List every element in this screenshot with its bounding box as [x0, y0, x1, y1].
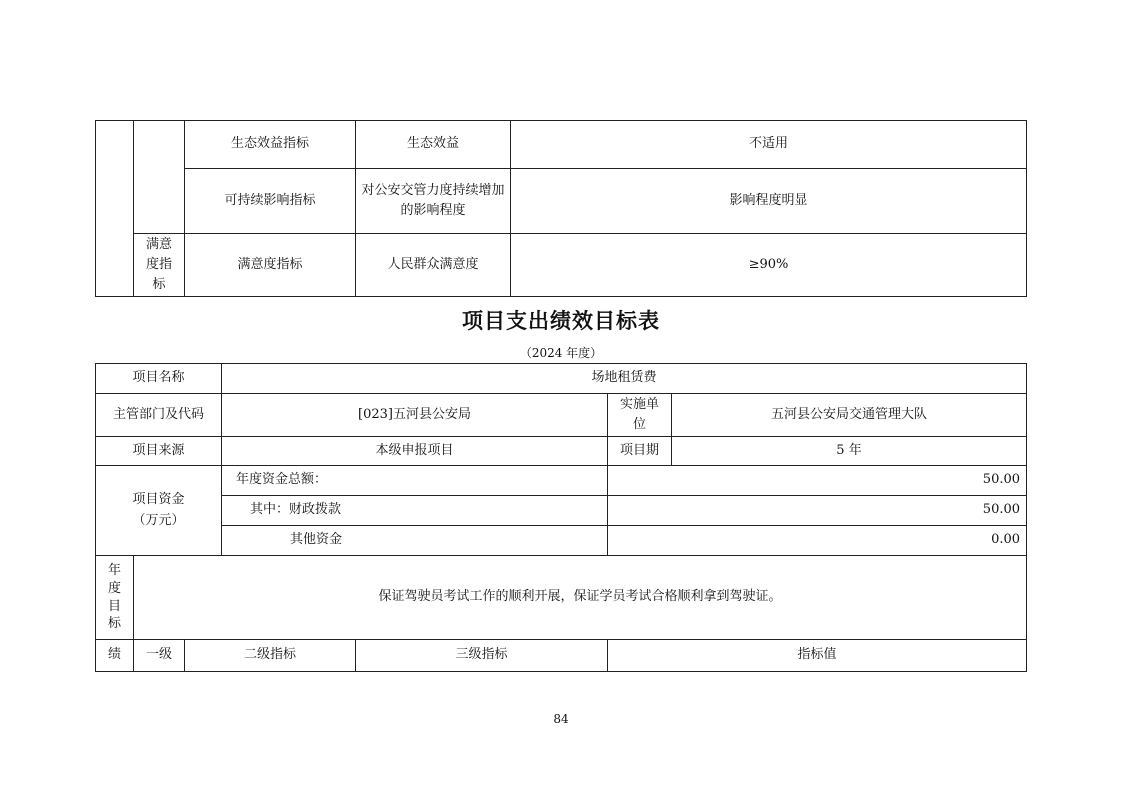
period-value: 5 年: [672, 437, 1027, 466]
perf-column-cell: [96, 121, 134, 297]
annual-goal-text: 保证驾驶员考试工作的顺利开展，保证学员考试合格顺利拿到驾驶证。: [134, 556, 1027, 640]
first-level-cell: 满意度指标: [134, 234, 185, 297]
third-level-cell: 对公安交管力度持续增加的影响程度: [356, 169, 511, 234]
dept-label: 主管部门及代码: [96, 394, 222, 437]
page-subtitle: （2024 年度）: [519, 346, 603, 360]
level1-blank-cell: [134, 121, 185, 234]
annual-goal-label: 年度目标: [96, 556, 134, 640]
third-level-cell: 生态效益: [356, 121, 511, 169]
other-funds-value: 0.00: [608, 526, 1027, 556]
funds-unit-text: （万元）: [132, 512, 185, 528]
indicator-value-cell: ≥90%: [511, 234, 1027, 297]
fiscal-funds-label: 其中：财政拨款: [222, 496, 608, 526]
impl-unit-value: 五河县公安局交通管理大队: [672, 394, 1027, 437]
level2-header: 二级指标: [185, 640, 356, 672]
second-level-cell: 生态效益指标: [185, 121, 356, 169]
second-level-cell: 可持续影响指标: [185, 169, 356, 234]
dept-value: [023]五河县公安局: [222, 394, 608, 437]
funds-label: [96, 466, 222, 556]
other-funds-label: 其他资金: [222, 526, 608, 556]
fiscal-funds-value: 50.00: [608, 496, 1027, 526]
second-level-cell: 满意度指标: [185, 234, 356, 297]
value-header: 指标值: [608, 640, 1027, 672]
period-label: 项目期: [608, 437, 672, 466]
source-label: 项目来源: [96, 437, 222, 466]
source-value: 本级申报项目: [222, 437, 608, 466]
performance-goal-table: [95, 363, 1027, 672]
third-level-cell: 人民群众满意度: [356, 234, 511, 297]
indicator-table-continued: [95, 120, 1027, 297]
indicator-value-cell: 不适用: [511, 121, 1027, 169]
indicator-value-cell: 影响程度明显: [511, 169, 1027, 234]
total-funds-label: 年度资金总额：: [222, 466, 608, 496]
page-title: 项目支出绩效目标表: [462, 308, 660, 333]
project-name-label: 项目名称: [96, 364, 222, 394]
project-name-value: 场地租赁费: [222, 364, 1027, 394]
level3-header: 三级指标: [356, 640, 608, 672]
total-funds-value: 50.00: [608, 466, 1027, 496]
level1-header: 一级: [134, 640, 185, 672]
impl-unit-label: 实施单位: [608, 394, 672, 437]
page-number: 84: [553, 712, 569, 726]
perf-header: 绩: [96, 640, 134, 672]
funds-label-text: 项目资金: [132, 492, 185, 508]
